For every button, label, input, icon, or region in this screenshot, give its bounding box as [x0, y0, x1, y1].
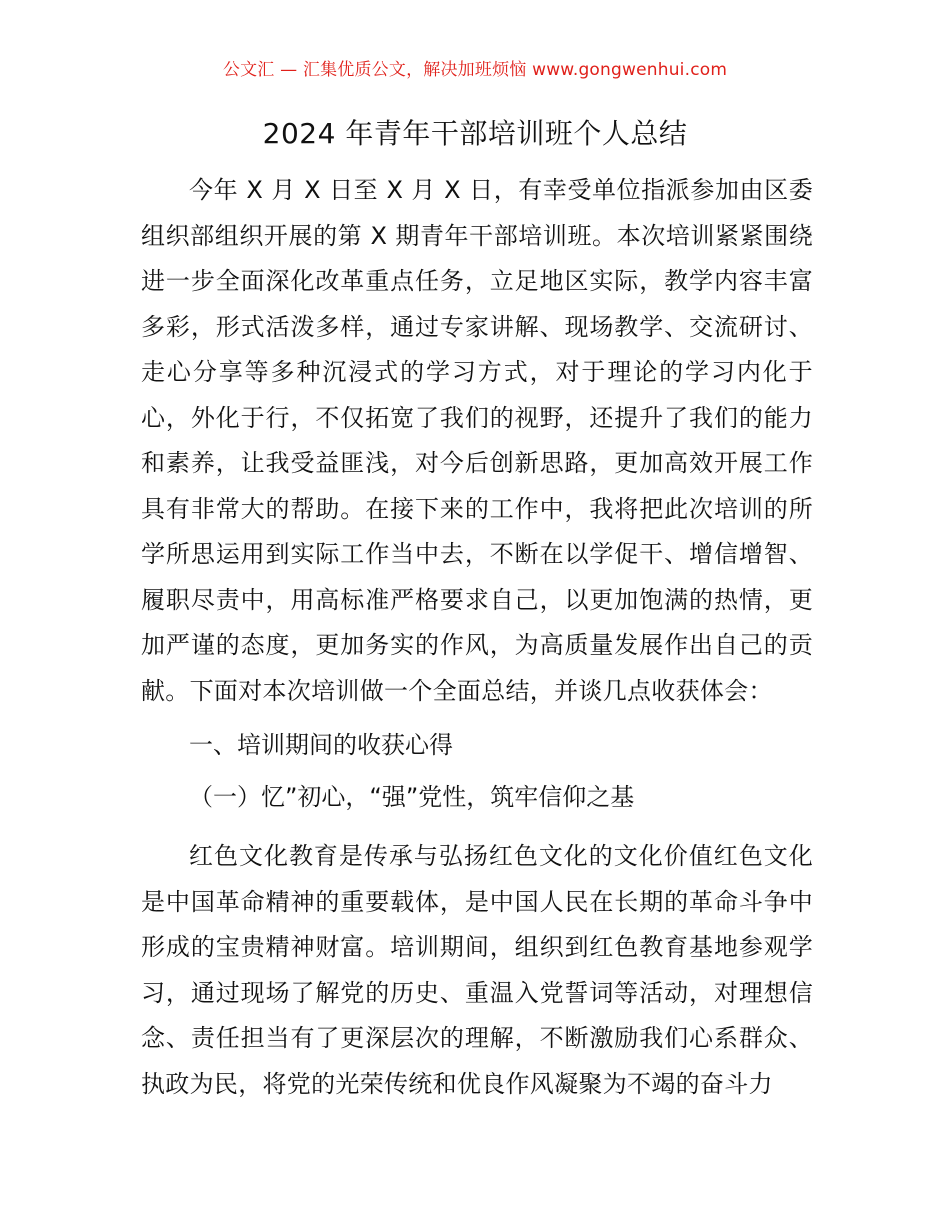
section-paragraph: 红色文化教育是传承与弘扬红色文化的文化价值红色文化是中国革命精神的重要载体，是中国人民在长期的革命斗争中形成的宝贵精神财富。培训期间，组织到红色教育基地参观学习，通过现场了解党的历史、重温入党誓词等活动，对理想信念、责任担当有了更深层次的理解，不断激励我们心系群众、执政为民，将党的光荣传统和优良作风凝聚为不竭的奋斗力: [141, 842, 813, 1098]
section-heading: 一、培训期间的收获心得: [189, 731, 453, 759]
subsection-heading: （一）忆”初心，“强”党性，筑牢信仰之基: [189, 782, 635, 811]
document-title: 2024 年青年干部培训班个人总结: [262, 117, 688, 150]
header-banner[interactable]: 公文汇 — 汇集优质公文，解决加班烦恼 www.gongwenhui.com: [222, 60, 728, 80]
document-body: [141, 168, 813, 1107]
intro-paragraph: 今年 X 月 X 日至 X 月 X 日，有幸受单位指派参加由区委组织部组织开展的第 X 期青年干部培训班。本次培训紧紧围绕进一步全面深化改革重点任务，立足地区实际，教学内容丰富多彩，形式活泼多样，通过专家讲解、现场教学、交流研讨、走心分享等多种沉浸式的学习方式，对于理论的学习内化于心，外化于行，不仅拓宽了我们的视野，还提升了我们的能力和素养，让我受益匪浅，对今后创新思路，更加高效开展工作具有非常大的帮助。在接下来的工作中，我将把此次培训的所学所思运用到实际工作当中去，不断在以学促干、增信增智、履职尽责中，用高标准严格要求自己，以更加饱满的热情，更加严谨的态度，更加务实的作风，为高质量发展作出自己的贡献。下面对本次培训做一个全面总结，并谈几点收获体会：: [141, 176, 813, 705]
